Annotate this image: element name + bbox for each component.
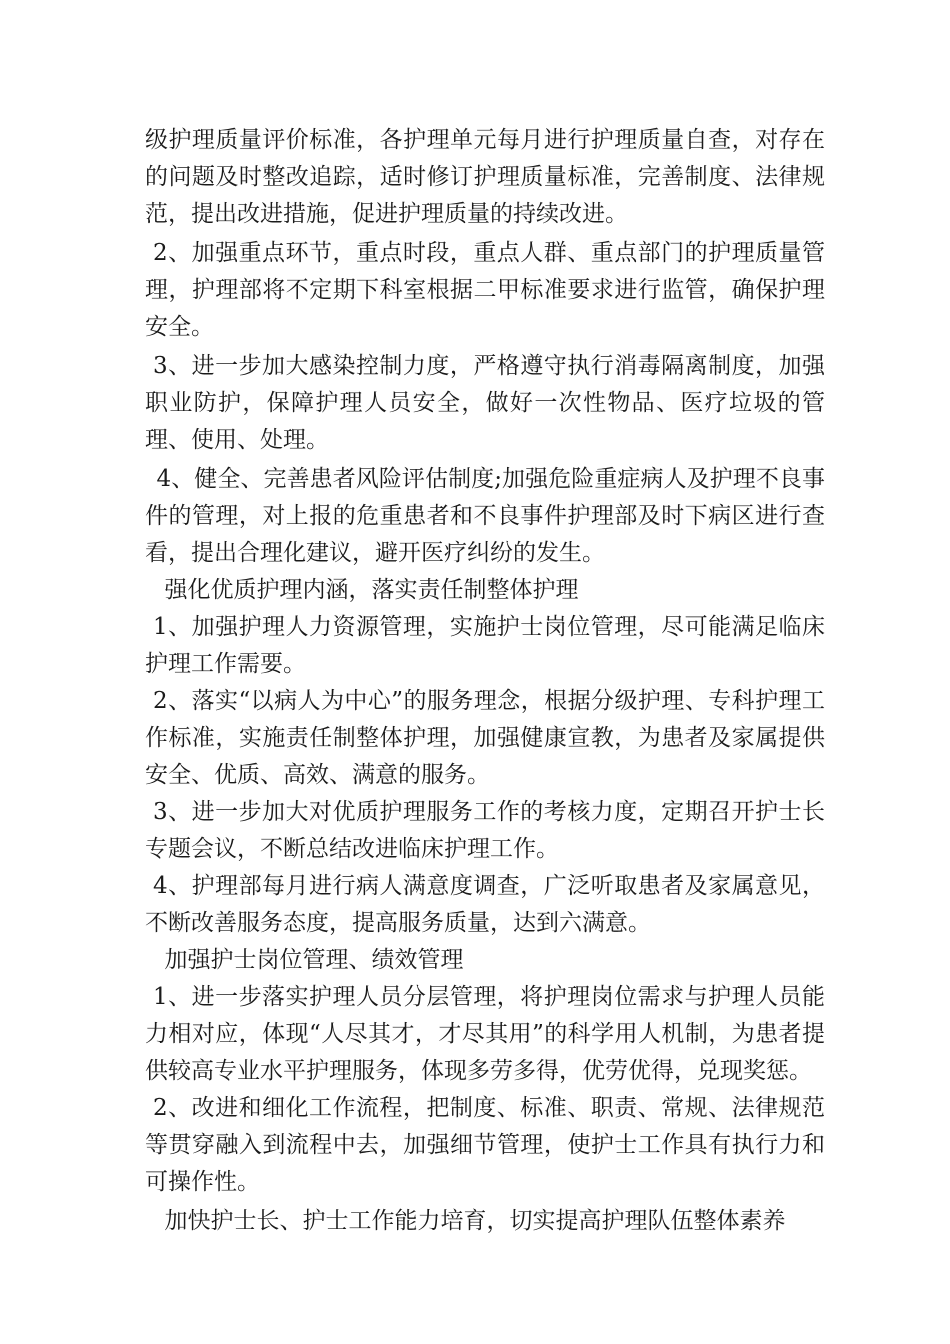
document-body — [145, 122, 825, 1240]
paragraph-workflow: 2、改进和细化工作流程，把制度、标准、职责、常规、法律规范等贯穿融入到流程中去，加强细节管理，使护士工作具有执行力和可操作性。 — [145, 1095, 825, 1195]
paragraph-assessment: 3、进一步加大对优质护理服务工作的考核力度，定期召开护士长专题会议，不断总结改进临床护理工作。 — [145, 799, 825, 862]
paragraph-infection-control: 3、进一步加大感染控制力度，严格遵守执行消毒隔离制度，加强职业防护，保障护理人员安全，做好一次性物品、医疗垃圾的管理、使用、处理。 — [145, 353, 825, 453]
section-heading-capability-training: 加快护士长、护士工作能力培育，切实提高护理队伍整体素养 — [164, 1208, 786, 1234]
paragraph-tiered-management: 1、进一步落实护理人员分层管理，将护理岗位需求与护理人员能力相对应，体现“人尽其才，才尽其用”的科学用人机制，为患者提供较高专业水平护理服务，体现多劳多得，优劳优得，兑现奖惩。 — [145, 984, 825, 1084]
section-heading-post-management: 加强护士岗位管理、绩效管理 — [164, 947, 464, 973]
paragraph-risk-assessment: 4、健全、完善患者风险评估制度;加强危险重症病人及护理不良事件的管理，对上报的危重患者和不良事件护理部及时下病区进行查看，提出合理化建议，避开医疗纠纷的发生。 — [145, 466, 825, 566]
paragraph-key-links: 2、加强重点环节，重点时段，重点人群、重点部门的护理质量管理，护理部将不定期下科室根据二甲标准要求进行监管，确保护理安全。 — [145, 240, 825, 340]
paragraph-human-resources: 1、加强护理人力资源管理，实施护士岗位管理，尽可能满足临床护理工作需要。 — [145, 614, 825, 677]
section-heading-quality-care: 强化优质护理内涵，落实责任制整体护理 — [164, 577, 579, 603]
paragraph-satisfaction-survey: 4、护理部每月进行病人满意度调查，广泛听取患者及家属意见，不断改善服务态度，提高服务质量，达到六满意。 — [145, 873, 825, 936]
paragraph-patient-centered: 2、落实“以病人为中心”的服务理念，根据分级护理、专科护理工作标准，实施责任制整体护理，加强健康宣教，为患者及家属提供安全、优质、高效、满意的服务。 — [145, 688, 825, 788]
paragraph-quality-standards: 级护理质量评价标准，各护理单元每月进行护理质量自查，对存在的问题及时整改追踪，适时修订护理质量标准，完善制度、法律规范，提出改进措施，促进护理质量的持续改进。 — [145, 127, 825, 227]
